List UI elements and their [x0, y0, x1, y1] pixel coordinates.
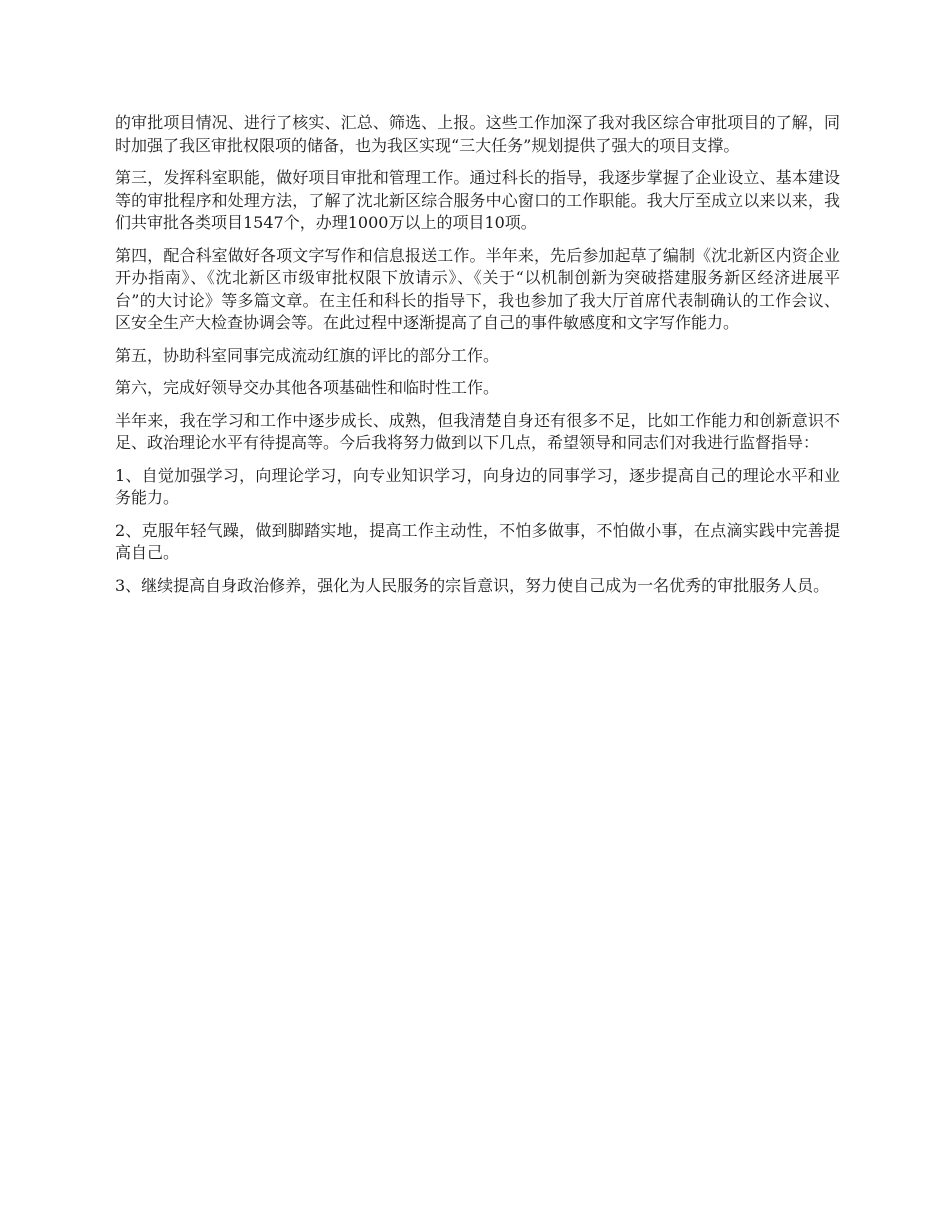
paragraph-third-point: 第三，发挥科室职能，做好项目审批和管理工作。通过科长的指导，我逐步掌握了企业设立、基本建设等的审批程序和处理方法，了解了沈北新区综合服务中心窗口的工作职能。我大厅至成立以来以来，我们共审批各类项目1547个，办理1000万以上的项目10项。 [115, 168, 840, 232]
paragraph-fifth-point: 第五，协助科室同事完成流动红旗的评比的部分工作。 [115, 345, 500, 365]
paragraph-summary: 半年来，我在学习和工作中逐步成长、成熟，但我清楚自身还有很多不足，比如工作能力和创新意识不足、政治理论水平有待提高等。今后我将努力做到以下几点，希望领导和同志们对我进行监督指导： [115, 410, 840, 452]
paragraph-fourth-point: 第四，配合科室做好各项文字写作和信息报送工作。半年来，先后参加起草了编制《沈北新区内资企业开办指南》、《沈北新区市级审批权限下放请示》、《关于“以机制创新为突破搭建服务新区经济进展平台”的大讨论》等多篇文章。在主任和科长的指导下，我也参加了我大厅首席代表制确认的工作会议、区安全生产大检查协调会等。在此过程中逐渐提高了自己的事件敏感度和文字写作能力。 [115, 245, 840, 332]
document-body [115, 112, 840, 607]
paragraph-goal-1: 1、自觉加强学习，向理论学习，向专业知识学习，向身边的同事学习，逐步提高自己的理论水平和业务能力。 [115, 465, 840, 507]
paragraph-goal-2: 2、克服年轻气躁，做到脚踏实地，提高工作主动性，不怕多做事，不怕做小事，在点滴实践中完善提高自己。 [115, 520, 840, 562]
paragraph-goal-3: 3、继续提高自身政治修养，强化为人民服务的宗旨意识，努力使自己成为一名优秀的审批服务人员。 [115, 575, 830, 595]
paragraph-continuation: 的审批项目情况、进行了核实、汇总、筛选、上报。这些工作加深了我对我区综合审批项目的了解，同时加强了我区审批权限项的储备，也为我区实现“三大任务”规划提供了强大的项目支撑。 [115, 113, 840, 155]
paragraph-sixth-point: 第六，完成好领导交办其他各项基础性和临时性工作。 [115, 378, 500, 397]
